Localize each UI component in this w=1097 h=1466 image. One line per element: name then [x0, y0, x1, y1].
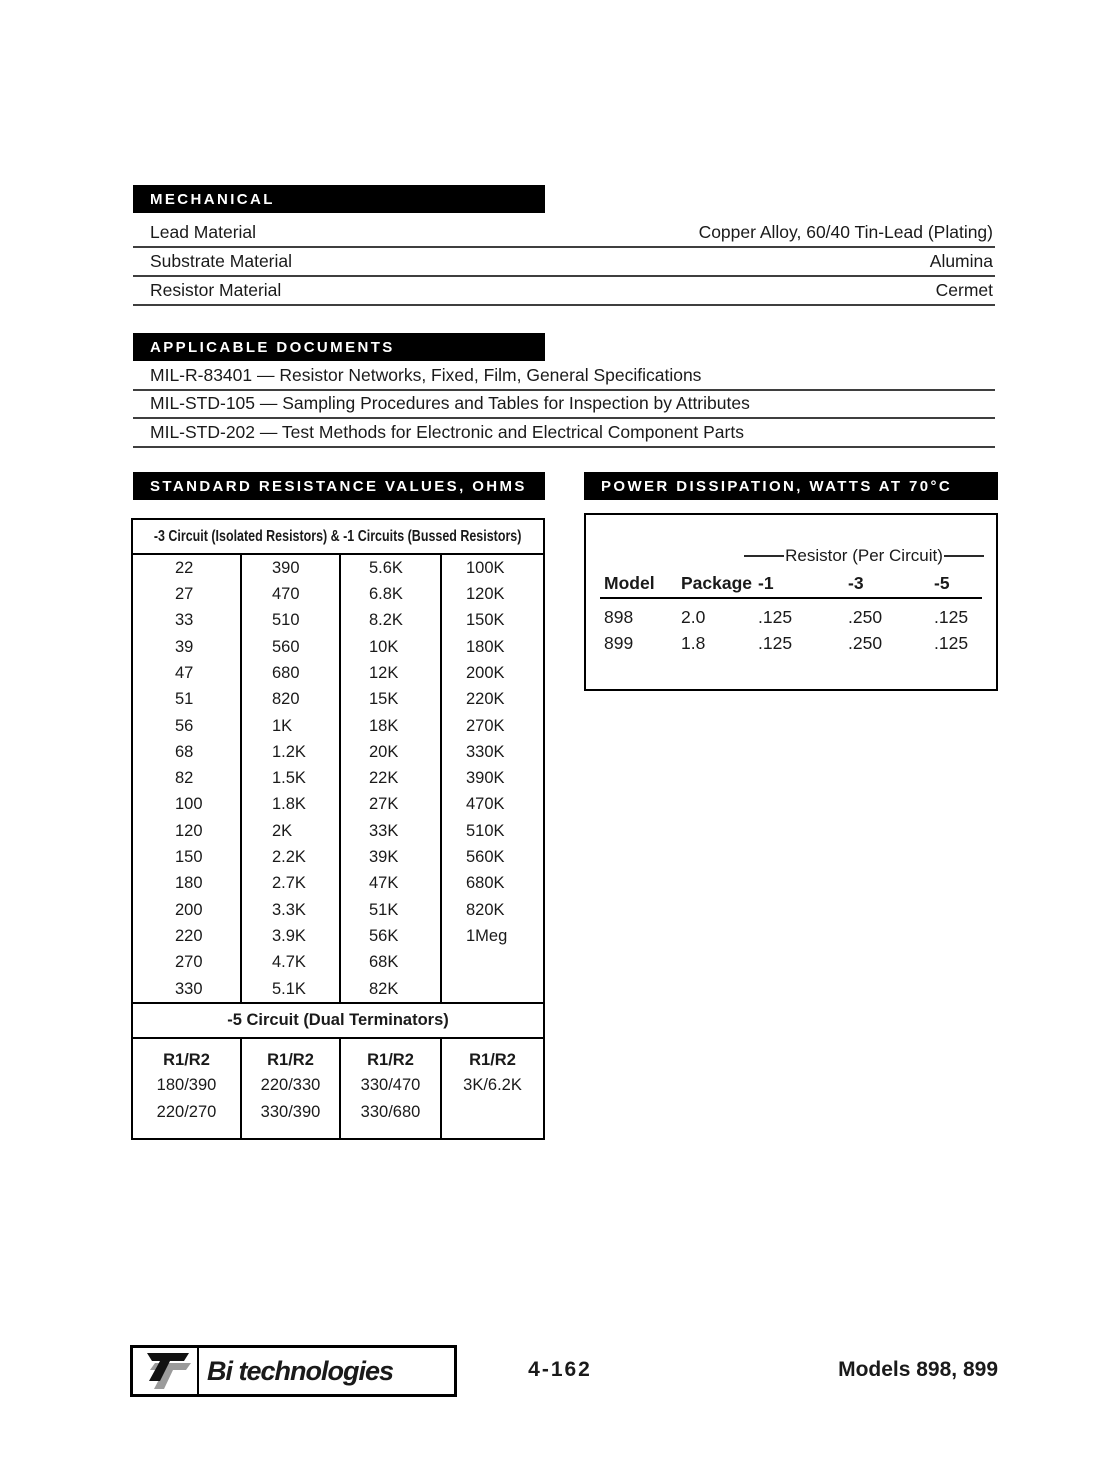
- resistance-value: 22: [175, 558, 194, 577]
- resistance-value: 560: [272, 637, 300, 656]
- resistance-value: 200K: [466, 663, 505, 682]
- dual-terminator-grid: [133, 1039, 543, 1138]
- cell-package: 1.8: [681, 632, 706, 653]
- section-header-applicable-documents: APPLICABLE DOCUMENTS: [133, 333, 545, 361]
- resistance-value: 33K: [369, 821, 399, 840]
- resistor-per-circuit-span: [744, 546, 984, 566]
- resistance-value: 1K: [272, 716, 293, 735]
- applicable-documents-list: [133, 362, 995, 448]
- section-header-mechanical: MECHANICAL: [133, 185, 545, 213]
- table-row: [133, 277, 995, 306]
- column-header: Model: [604, 573, 655, 593]
- resistance-value: 4.7K: [272, 953, 306, 972]
- span-dash-left: [744, 555, 784, 557]
- resistance-value: 68: [175, 742, 194, 761]
- cell-watts-3: .250: [848, 606, 883, 627]
- table-row: [586, 630, 996, 656]
- resistance-value: 27: [175, 584, 194, 603]
- resistance-value: 39K: [369, 848, 399, 867]
- resistance-value: 680: [272, 663, 300, 682]
- resistance-value: 18K: [369, 716, 399, 735]
- table-row: [133, 219, 995, 248]
- resistance-value: 820K: [466, 900, 505, 919]
- models-label: Models 898, 899: [838, 1358, 998, 1381]
- document-row: MIL-STD-202 — Test Methods for Electronic and Electrical Component Parts: [133, 419, 995, 448]
- row-label: Resistor Material: [150, 280, 282, 300]
- r1r2-header: R1/R2: [367, 1051, 414, 1070]
- resistance-value: 56: [175, 716, 194, 735]
- resistance-value: 330: [175, 979, 203, 998]
- resistance-value: 6.8K: [369, 584, 403, 603]
- resistance-table-group1-header: [133, 520, 543, 555]
- r1r2-header: R1/R2: [163, 1051, 210, 1070]
- resistance-value: 3.9K: [272, 927, 306, 946]
- resistance-value: 180K: [466, 637, 505, 656]
- column-header: -1: [758, 573, 774, 593]
- resistance-value: 220K: [466, 690, 505, 709]
- resistance-value: 2.7K: [272, 874, 306, 893]
- mechanical-rows: [133, 219, 995, 306]
- row-label: Lead Material: [150, 222, 257, 242]
- document-row: MIL-STD-105 — Sampling Procedures and Tables for Inspection by Attributes: [133, 391, 995, 420]
- resistance-value: 390: [272, 558, 300, 577]
- resistance-value: 10K: [369, 637, 399, 656]
- page-number: 4-162: [528, 1358, 592, 1381]
- r1r2-column-4: [440, 1039, 543, 1138]
- resistance-value: 2.2K: [272, 848, 306, 867]
- tt-monogram-icon: [133, 1348, 199, 1394]
- resistance-value: [442, 950, 543, 976]
- resistance-value: 12K: [369, 663, 399, 682]
- resistance-value: 220: [175, 927, 203, 946]
- resistance-value: 1Meg: [466, 927, 508, 946]
- span-dash-right: [944, 555, 984, 557]
- r1r2-value: 330/680: [360, 1103, 421, 1122]
- resistance-value: 47: [175, 663, 194, 682]
- resistance-value: 5.1K: [272, 979, 306, 998]
- table-row: [133, 248, 995, 277]
- resistance-value: 510K: [466, 821, 505, 840]
- resistance-value: 680K: [466, 874, 505, 893]
- resistance-column-1: [133, 555, 240, 1002]
- column-header: Package: [681, 573, 753, 593]
- r1r2-value: [442, 1099, 543, 1126]
- r1r2-header: R1/R2: [469, 1051, 516, 1070]
- resistance-value: 270K: [466, 716, 505, 735]
- resistance-value: 20K: [369, 742, 399, 761]
- row-value: Cermet: [935, 280, 993, 300]
- r1r2-column-1: [133, 1039, 240, 1138]
- resistance-value: 8.2K: [369, 611, 403, 630]
- resistance-value: 22K: [369, 769, 399, 788]
- r1r2-value: 220/330: [260, 1076, 321, 1095]
- r1r2-value: 180/390: [156, 1076, 217, 1095]
- resistance-value: 100: [175, 795, 203, 814]
- resistance-value: [442, 976, 543, 1002]
- document-row: MIL-R-83401 — Resistor Networks, Fixed, Film, General Specifications: [133, 362, 995, 391]
- row-label: Substrate Material: [150, 251, 293, 271]
- column-header: -3: [848, 573, 864, 593]
- resistance-value: 2K: [272, 821, 293, 840]
- header-underline: [600, 597, 982, 599]
- resistance-value: 150: [175, 848, 203, 867]
- resistance-value: 82K: [369, 979, 399, 998]
- row-value: Alumina: [929, 251, 993, 271]
- resistance-value: 200: [175, 900, 203, 919]
- resistance-value: 82: [175, 769, 194, 788]
- resistance-value: 560K: [466, 848, 505, 867]
- resistance-value: 56K: [369, 927, 399, 946]
- resistance-column-2: [240, 555, 339, 1002]
- resistance-value: 120: [175, 821, 203, 840]
- resistance-value: 120K: [466, 584, 505, 603]
- row-value: Copper Alloy, 60/40 Tin-Lead (Plating): [698, 222, 993, 242]
- section-header-standard-resistance: STANDARD RESISTANCE VALUES, OHMS: [133, 472, 545, 500]
- r1r2-value: 330/390: [260, 1103, 321, 1122]
- resistance-value: 470K: [466, 795, 505, 814]
- r1r2-value: 330/470: [360, 1076, 421, 1095]
- resistance-value: 330K: [466, 742, 505, 761]
- power-table-body: [586, 604, 996, 656]
- r1r2-header: R1/R2: [267, 1051, 314, 1070]
- logo-wordmark: Bi technologies: [207, 1355, 394, 1386]
- resistance-table-group2-header: -5 Circuit (Dual Terminators): [133, 1002, 543, 1039]
- resistance-value: 510: [272, 611, 300, 630]
- column-header: -5: [934, 573, 950, 593]
- resistance-value: 1.5K: [272, 769, 306, 788]
- resistance-value: 1.8K: [272, 795, 306, 814]
- resistance-column-4: [440, 555, 543, 1002]
- resistance-value: 180: [175, 874, 203, 893]
- cell-watts-5: .125: [934, 632, 969, 653]
- r1r2-column-2: [240, 1039, 339, 1138]
- cell-package: 2.0: [681, 606, 706, 627]
- resistance-column-3: [339, 555, 440, 1002]
- resistance-value: 47K: [369, 874, 399, 893]
- cell-watts-1: .125: [758, 632, 793, 653]
- cell-watts-5: .125: [934, 606, 969, 627]
- resistance-value: 390K: [466, 769, 505, 788]
- resistance-value: 100K: [466, 558, 505, 577]
- resistance-value: 68K: [369, 953, 399, 972]
- resistance-value: 150K: [466, 611, 505, 630]
- cell-model: 898: [604, 606, 634, 627]
- resistance-value: 15K: [369, 690, 399, 709]
- resistance-grid: [133, 555, 543, 1002]
- resistance-value: 39: [175, 637, 194, 656]
- resistance-value: 5.6K: [369, 558, 403, 577]
- resistance-value: 51K: [369, 900, 399, 919]
- section-header-power-dissipation: POWER DISSIPATION, WATTS AT 70°C: [584, 472, 998, 500]
- resistance-value: 27K: [369, 795, 399, 814]
- resistance-value: 33: [175, 611, 194, 630]
- resistance-value: 51: [175, 690, 194, 709]
- resistance-value: 3.3K: [272, 900, 306, 919]
- cell-model: 899: [604, 632, 634, 653]
- group1-header-text: -3 Circuit (Isolated Resistors) & -1 Circuits (Bussed Resistors): [154, 527, 522, 545]
- span-header-text: Resistor (Per Circuit): [785, 546, 943, 565]
- resistance-value: 470: [272, 584, 300, 603]
- r1r2-column-3: [339, 1039, 440, 1138]
- resistance-value: 820: [272, 690, 300, 709]
- cell-watts-1: .125: [758, 606, 793, 627]
- resistance-values-table: [131, 518, 545, 1140]
- resistance-value: 1.2K: [272, 742, 306, 761]
- r1r2-value: 220/270: [156, 1103, 217, 1122]
- power-table-header-row: [586, 570, 996, 597]
- cell-watts-3: .250: [848, 632, 883, 653]
- r1r2-value: 3K/6.2K: [463, 1076, 522, 1095]
- table-row: [586, 604, 996, 630]
- resistance-value: 270: [175, 953, 203, 972]
- footer-logo-box: [130, 1345, 457, 1397]
- power-dissipation-table: [584, 513, 998, 691]
